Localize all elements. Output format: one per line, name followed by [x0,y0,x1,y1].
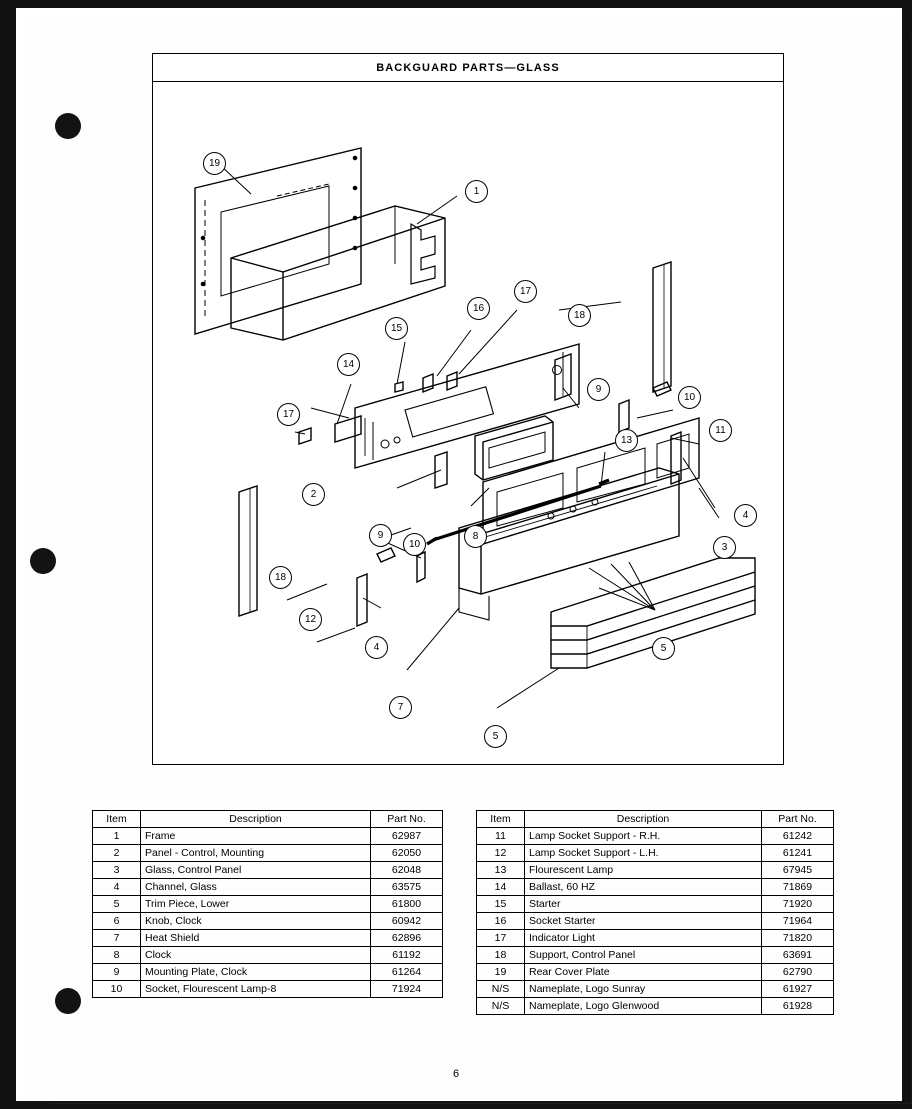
cell-part-no: 61192 [371,947,443,964]
callout-5b: 5 [484,725,507,748]
cell-item: 13 [477,862,525,879]
cell-item: 17 [477,930,525,947]
scan-edge-left [0,0,16,1109]
cell-item: 4 [93,879,141,896]
table-row [477,964,834,981]
header-part-no: Part No. [762,811,834,828]
cell-description: Nameplate, Logo Sunray [525,981,762,998]
table-row [477,845,834,862]
header-part-no: Part No. [371,811,443,828]
hole-punch [55,988,81,1014]
parts-table-left [92,810,443,998]
cell-description: Starter [525,896,762,913]
table-header-row [477,811,834,828]
cell-item: 19 [477,964,525,981]
cell-item: N/S [477,998,525,1015]
table-row [477,879,834,896]
table-header-row [93,811,443,828]
cell-item: 14 [477,879,525,896]
callout-13: 13 [615,429,638,452]
callout-8: 8 [464,525,487,548]
table-row [93,879,443,896]
callout-16: 16 [467,297,490,320]
callout-19: 19 [203,152,226,175]
cell-description: Socket, Flourescent Lamp-8 [141,981,371,998]
callout-18: 18 [568,304,591,327]
cell-description: Heat Shield [141,930,371,947]
cell-item: 3 [93,862,141,879]
callout-9: 9 [587,378,610,401]
cell-part-no: 62790 [762,964,834,981]
callout-14: 14 [337,353,360,376]
cell-description: Knob, Clock [141,913,371,930]
table-row [93,947,443,964]
cell-description: Mounting Plate, Clock [141,964,371,981]
parts-table-right [476,810,834,1015]
table-row [477,828,834,845]
cell-part-no: 63691 [762,947,834,964]
cell-description: Clock [141,947,371,964]
diagram-artwork [159,88,779,760]
callout-15: 15 [385,317,408,340]
cell-part-no: 62987 [371,828,443,845]
page-number: 6 [452,1068,460,1080]
table-row [477,981,834,998]
callout-10: 10 [678,386,701,409]
diagram-title-bar [153,54,783,82]
callout-10b: 10 [403,533,426,556]
cell-part-no: 61800 [371,896,443,913]
cell-part-no: 61927 [762,981,834,998]
table-row [477,998,834,1015]
cell-part-no: 62050 [371,845,443,862]
cell-part-no: 61241 [762,845,834,862]
cell-description: Channel, Glass [141,879,371,896]
cell-description: Socket Starter [525,913,762,930]
cell-description: Support, Control Panel [525,947,762,964]
table-row [93,845,443,862]
header-description: Description [141,811,371,828]
cell-description: Flourescent Lamp [525,862,762,879]
cell-part-no: 61242 [762,828,834,845]
header-description: Description [525,811,762,828]
scan-edge-top [0,0,912,8]
cell-item: 11 [477,828,525,845]
cell-item: N/S [477,981,525,998]
callout-12: 12 [299,608,322,631]
cell-part-no: 63575 [371,879,443,896]
cell-part-no: 71820 [762,930,834,947]
table-row [93,862,443,879]
cell-part-no: 67945 [762,862,834,879]
cell-description: Rear Cover Plate [525,964,762,981]
hole-punch [55,113,81,139]
callout-1: 1 [465,180,488,203]
table-row [93,964,443,981]
exploded-parts-diagram [152,53,784,765]
hole-punch [30,548,56,574]
callout-5: 5 [652,637,675,660]
table-row [93,828,443,845]
cell-part-no: 60942 [371,913,443,930]
header-item: Item [477,811,525,828]
cell-part-no: 71869 [762,879,834,896]
cell-item: 8 [93,947,141,964]
callout-9b: 9 [369,524,392,547]
table-row [477,896,834,913]
cell-part-no: 71924 [371,981,443,998]
table-row [93,913,443,930]
cell-item: 15 [477,896,525,913]
table-row [93,981,443,998]
callout-18b: 18 [269,566,292,589]
callout-4: 4 [734,504,757,527]
cell-item: 2 [93,845,141,862]
cell-item: 12 [477,845,525,862]
table-row [93,896,443,913]
cell-item: 16 [477,913,525,930]
table-row [477,913,834,930]
cell-description: Lamp Socket Support - L.H. [525,845,762,862]
callout-7: 7 [389,696,412,719]
table-row [477,947,834,964]
cell-part-no: 62896 [371,930,443,947]
callout-3: 3 [713,536,736,559]
cell-item: 18 [477,947,525,964]
cell-item: 6 [93,913,141,930]
cell-description: Indicator Light [525,930,762,947]
cell-description: Frame [141,828,371,845]
callout-2: 2 [302,483,325,506]
callout-11: 11 [709,419,732,442]
table-row [477,862,834,879]
callout-17b: 17 [277,403,300,426]
cell-description: Lamp Socket Support - R.H. [525,828,762,845]
cell-item: 1 [93,828,141,845]
cell-item: 10 [93,981,141,998]
cell-item: 5 [93,896,141,913]
table-row [477,930,834,947]
cell-part-no: 61928 [762,998,834,1015]
cell-description: Glass, Control Panel [141,862,371,879]
cell-part-no: 62048 [371,862,443,879]
cell-item: 9 [93,964,141,981]
cell-description: Nameplate, Logo Glenwood [525,998,762,1015]
cell-part-no: 71920 [762,896,834,913]
cell-description: Trim Piece, Lower [141,896,371,913]
cell-part-no: 71964 [762,913,834,930]
diagram-title: BACKGUARD PARTS—GLASS [376,61,560,74]
header-item: Item [93,811,141,828]
cell-item: 7 [93,930,141,947]
cell-description: Ballast, 60 HZ [525,879,762,896]
callout-17: 17 [514,280,537,303]
cell-description: Panel - Control, Mounting [141,845,371,862]
callout-4b: 4 [365,636,388,659]
cell-part-no: 61264 [371,964,443,981]
table-row [93,930,443,947]
